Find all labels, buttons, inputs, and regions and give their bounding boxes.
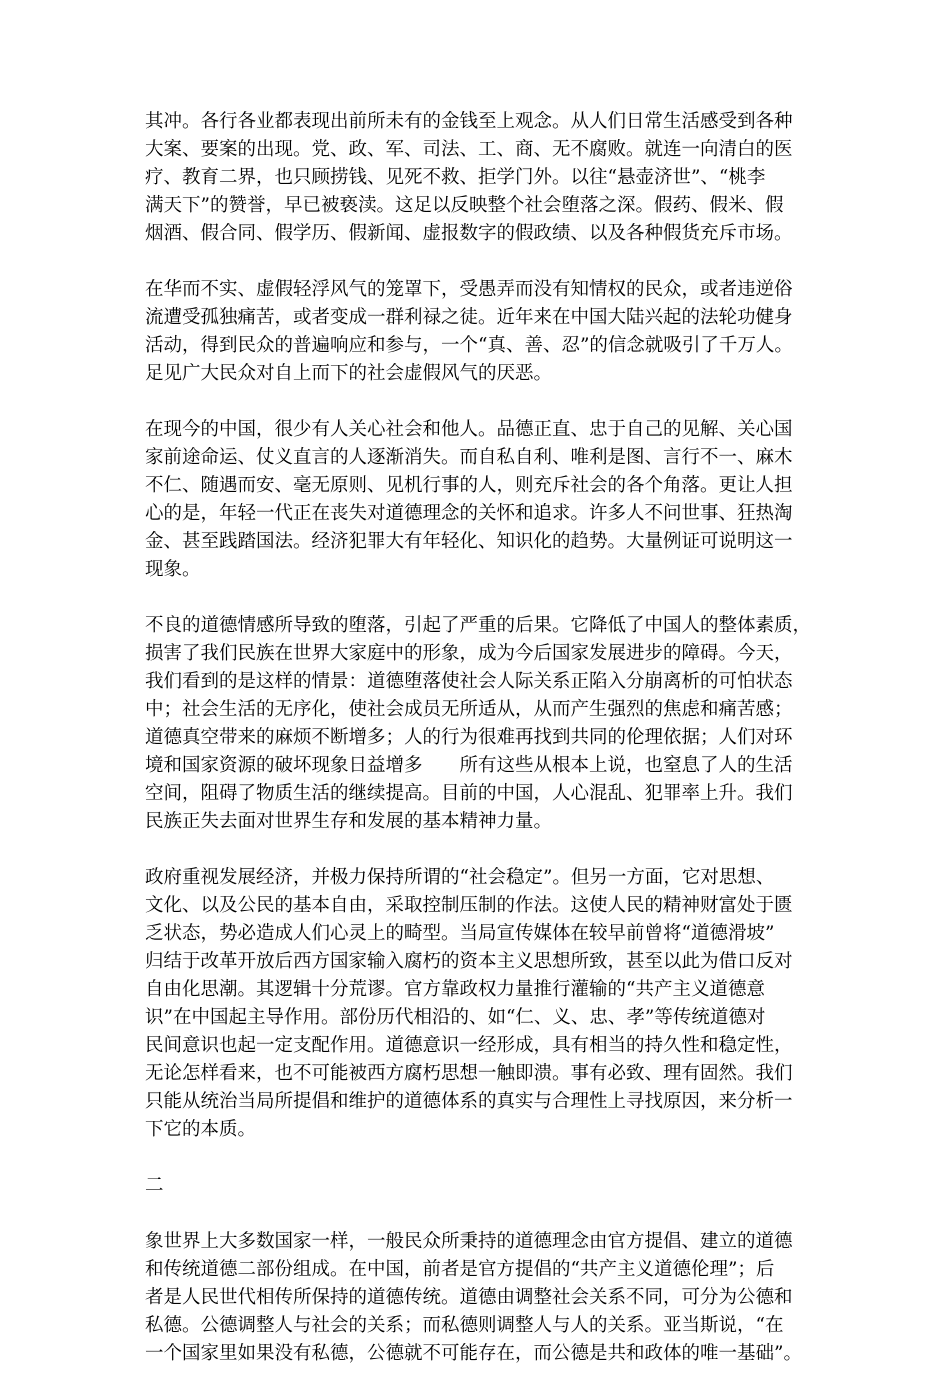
paragraph-5 — [145, 864, 810, 1144]
paragraph-line: 文化、以及公民的基本自由，采取控制压制的作法。这使人民的精神财富处于匮 — [145, 895, 793, 916]
paragraph-line: 现象。 — [145, 559, 201, 580]
paragraph-line: 满天下”的赞誉，早已被亵渎。这足以反映整个社会堕落之深。假药、假米、假 — [145, 195, 784, 216]
paragraph-line: 在现今的中国，很少有人关心社会和他人。品德正直、忠于自己的见解、关心国 — [145, 419, 793, 440]
section-number: 二 — [145, 1175, 164, 1196]
paragraph-2 — [145, 276, 810, 388]
paragraph-line: 金、甚至践踏国法。经济犯罪大有年轻化、知识化的趋势。大量例证可说明这一 — [145, 531, 793, 552]
paragraph-line: 疗、教育二界，也只顾捞钱、见死不救、拒学门外。以往“悬壶济世”、“桃李 — [145, 167, 766, 188]
document-page — [145, 108, 810, 1396]
paragraph-4 — [145, 612, 810, 836]
paragraph-line: 足见广大民众对自上而下的社会虚假风气的厌恶。 — [145, 363, 553, 384]
paragraph-line: 归结于改革开放后西方国家输入腐朽的资本主义思想所致，甚至以此为借口反对 — [145, 951, 793, 972]
paragraph-line: 民族正失去面对世界生存和发展的基本精神力量。 — [145, 811, 553, 832]
paragraph-line: 私德。公德调整人与社会的关系；而私德则调整人与人的关系。亚当斯说，“在 — [145, 1315, 784, 1336]
paragraph-line: 无论怎样看来，也不可能被西方腐朽思想一触即溃。事有必致、理有固然。我们 — [145, 1063, 793, 1084]
paragraph-line: 心的是，年轻一代正在丧失对道德理念的关怀和追求。许多人不问世事、狂热淘 — [145, 503, 793, 524]
paragraph-line: 大案、要案的出现。党、政、军、司法、工、商、无不腐败。就连一向清白的医 — [145, 139, 793, 160]
paragraph-line: 下它的本质。 — [145, 1119, 257, 1140]
paragraph-line: 一个国家里如果没有私德，公德就不可能存在，而公德是共和政体的唯一基础”。 — [145, 1343, 802, 1364]
paragraph-line: 流遭受孤独痛苦，或者变成一群利禄之徒。近年来在中国大陆兴起的法轮功健身 — [145, 307, 793, 328]
paragraph-line: 不仁、随遇而安、毫无原则、见机行事的人，则充斥社会的各个角落。更让人担 — [145, 475, 793, 496]
paragraph-line: 乏状态，势必造成人们心灵上的畸型。当局宣传媒体在较早前曾将“道德滑坡” — [145, 923, 775, 944]
paragraph-1 — [145, 108, 810, 248]
paragraph-line: 政府重视发展经济，并极力保持所谓的“社会稳定”。但另一方面，它对思想、 — [145, 867, 775, 888]
paragraph-line: 不良的道德情感所导致的堕落，引起了严重的后果。它降低了中国人的整体素质， — [145, 615, 812, 636]
paragraph-6 — [145, 1228, 810, 1368]
paragraph-line: 道德真空带来的麻烦不断增多；人的行为很难再找到共同的伦理依据；人们对环 — [145, 727, 793, 748]
paragraph-line: 中；社会生活的无序化，使社会成员无所适从，从而产生强烈的焦虑和痛苦感； — [145, 699, 793, 720]
paragraph-line: 烟酒、假合同、假学历、假新闻、虚报数字的假政绩、以及各种假货充斥市场。 — [145, 223, 793, 244]
paragraph-line: 其冲。各行各业都表现出前所未有的金钱至上观念。从人们日常生活感受到各种 — [145, 111, 793, 132]
paragraph-line: 只能从统治当局所提倡和维护的道德体系的真实与合理性上寻找原因，来分析一 — [145, 1091, 793, 1112]
paragraph-line: 在华而不实、虚假轻浮风气的笼罩下，受愚弄而没有知情权的民众，或者违逆俗 — [145, 279, 793, 300]
paragraph-3 — [145, 416, 810, 584]
paragraph-line: 家前途命运、仗义直言的人逐渐消失。而自私自利、唯利是图、言行不一、麻木 — [145, 447, 793, 468]
paragraph-line: 者是人民世代相传所保持的道德传统。道德由调整社会关系不同，可分为公德和 — [145, 1287, 793, 1308]
paragraph-line: 自由化思潮。其逻辑十分荒谬。官方靠政权力量推行灌输的“共产主义道德意 — [145, 979, 765, 1000]
paragraph-line: 和传统道德二部份组成。在中国，前者是官方提倡的“共产主义道德伦理”；后 — [145, 1259, 775, 1280]
paragraph-line: 我们看到的是这样的情景：道德堕落使社会人际关系正陷入分崩离析的可怕状态 — [145, 671, 793, 692]
paragraph-line: 损害了我们民族在世界大家庭中的形象，成为今后国家发展进步的障碍。今天， — [145, 643, 793, 664]
paragraph-line: 活动，得到民众的普遍响应和参与，一个“真、善、忍”的信念就吸引了千万人。 — [145, 335, 793, 356]
paragraph-line: 象世界上大多数国家一样，一般民众所秉持的道德理念由官方提倡、建立的道德 — [145, 1231, 793, 1252]
paragraph-line: 民间意识也起一定支配作用。道德意识一经形成，具有相当的持久性和稳定性， — [145, 1035, 793, 1056]
paragraph-line: 境和国家资源的破坏现象日益增多 所有这些从根本上说，也窒息了人的生活 — [145, 755, 793, 776]
paragraph-line: 识”在中国起主导作用。部份历代相沿的、如“仁、义、忠、孝”等传统道德对 — [145, 1007, 766, 1028]
paragraph-line: 空间，阻碍了物质生活的继续提高。目前的中国，人心混乱、犯罪率上升。我们 — [145, 783, 793, 804]
